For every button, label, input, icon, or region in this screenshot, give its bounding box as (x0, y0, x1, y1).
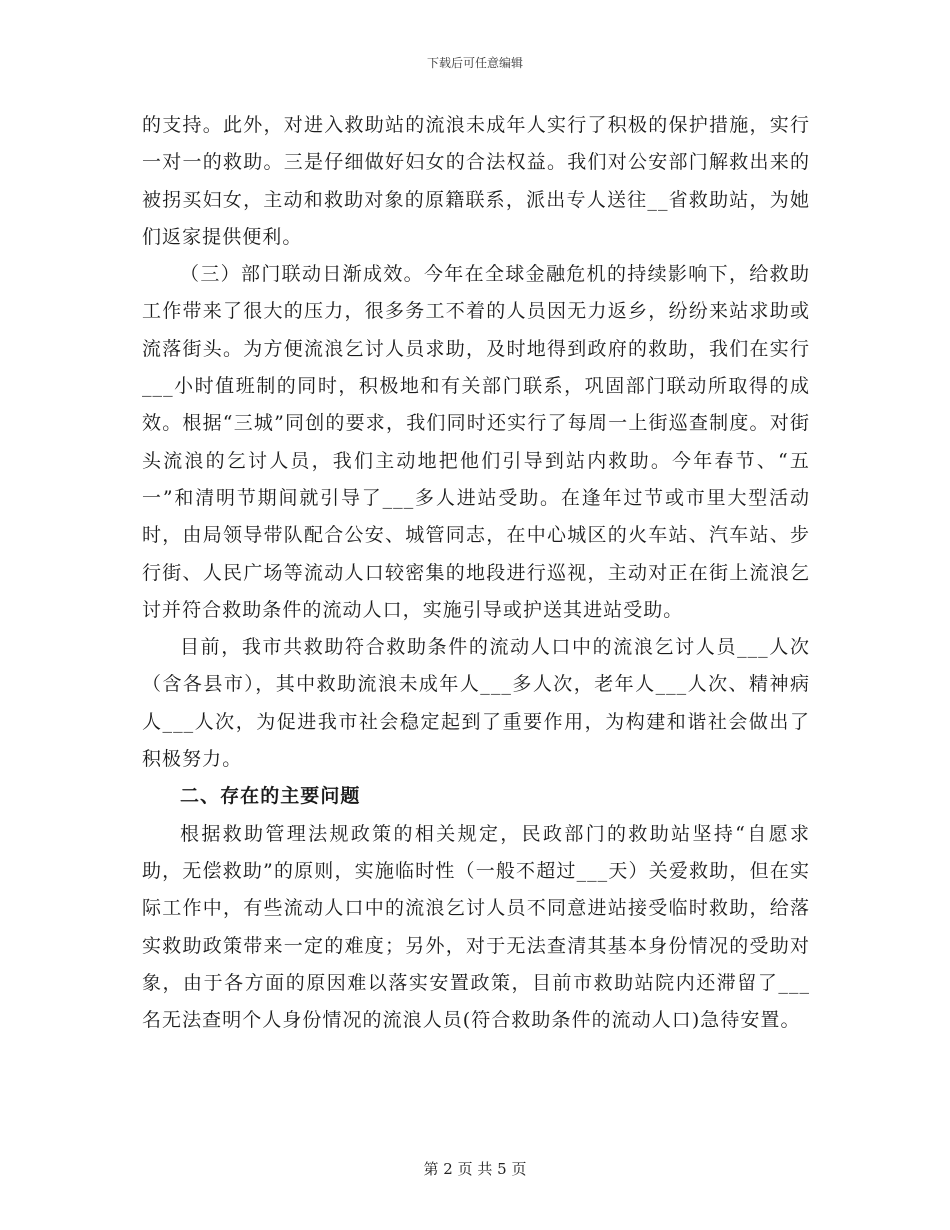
page-number: 第 2 页 共 5 页 (423, 1160, 527, 1178)
paragraph-department-linkage: （三）部门联动日渐成效。今年在全球金融危机的持续影响下，给救助工作带来了很大的压力，很多务工不着的人员因无力返乡，纷纷来站求助或流落街头。为方便流浪乞讨人员求助，及时地得到政府的救助，我们在实行___小时值班制的同时，积极地和有关部门联系，巩固部门联动所取得的成效。根据“三城”同创的要求，我们同时还实行了每周一上街巡查制度。对街头流浪的乞讨人员，我们主动地把他们引导到站内救助。今年春节、“五一”和清明节期间就引导了___多人进站受助。在逢年过节或市里大型活动时，由局领导带队配合公安、城管同志，在中心城区的火车站、汽车站、步行街、人民广场等流动人口较密集的地段进行巡视，主动对正在街上流浪乞讨并符合救助条件的流动人口，实施引导或护送其进站受助。 (142, 263, 810, 621)
document-body (142, 107, 810, 1039)
paragraph-problems: 根据救助管理法规政策的相关规定，民政部门的救助站坚持“自愿求助，无偿救助”的原则，实施临时性（一般不超过___天）关爱救助，但在实际工作中，有些流动人口中的流浪乞讨人员不同意进站接受临时救助，给落实救助政策带来一定的难度；另外，对于无法查清其基本身份情况的受助对象，由于各方面的原因难以落实安置政策，目前市救助站院内还滞留了___名无法查明个人身份情况的流浪人员(符合救助条件的流动人口)急待安置。 (142, 822, 810, 1032)
paragraph-statistics: 目前，我市共救助符合救助条件的流动人口中的流浪乞讨人员___人次（含各县市），其中救助流浪未成年人___多人次，老年人___人次、精神病人___人次，为促进我市社会稳定起到了重要作用，为构建和谐社会做出了积极努力。 (142, 636, 810, 771)
paragraph-continuation: 的支持。此外，对进入救助站的流浪未成年人实行了积极的保护措施，实行一对一的救助。三是仔细做好妇女的合法权益。我们对公安部门解救出来的被拐买妇女，主动和救助对象的原籍联系，派出专人送往__省救助站，为她们返家提供便利。 (142, 114, 810, 248)
section-heading: 二、存在的主要问题 (180, 785, 361, 808)
page-header: 下载后可任意编辑 (426, 56, 523, 70)
